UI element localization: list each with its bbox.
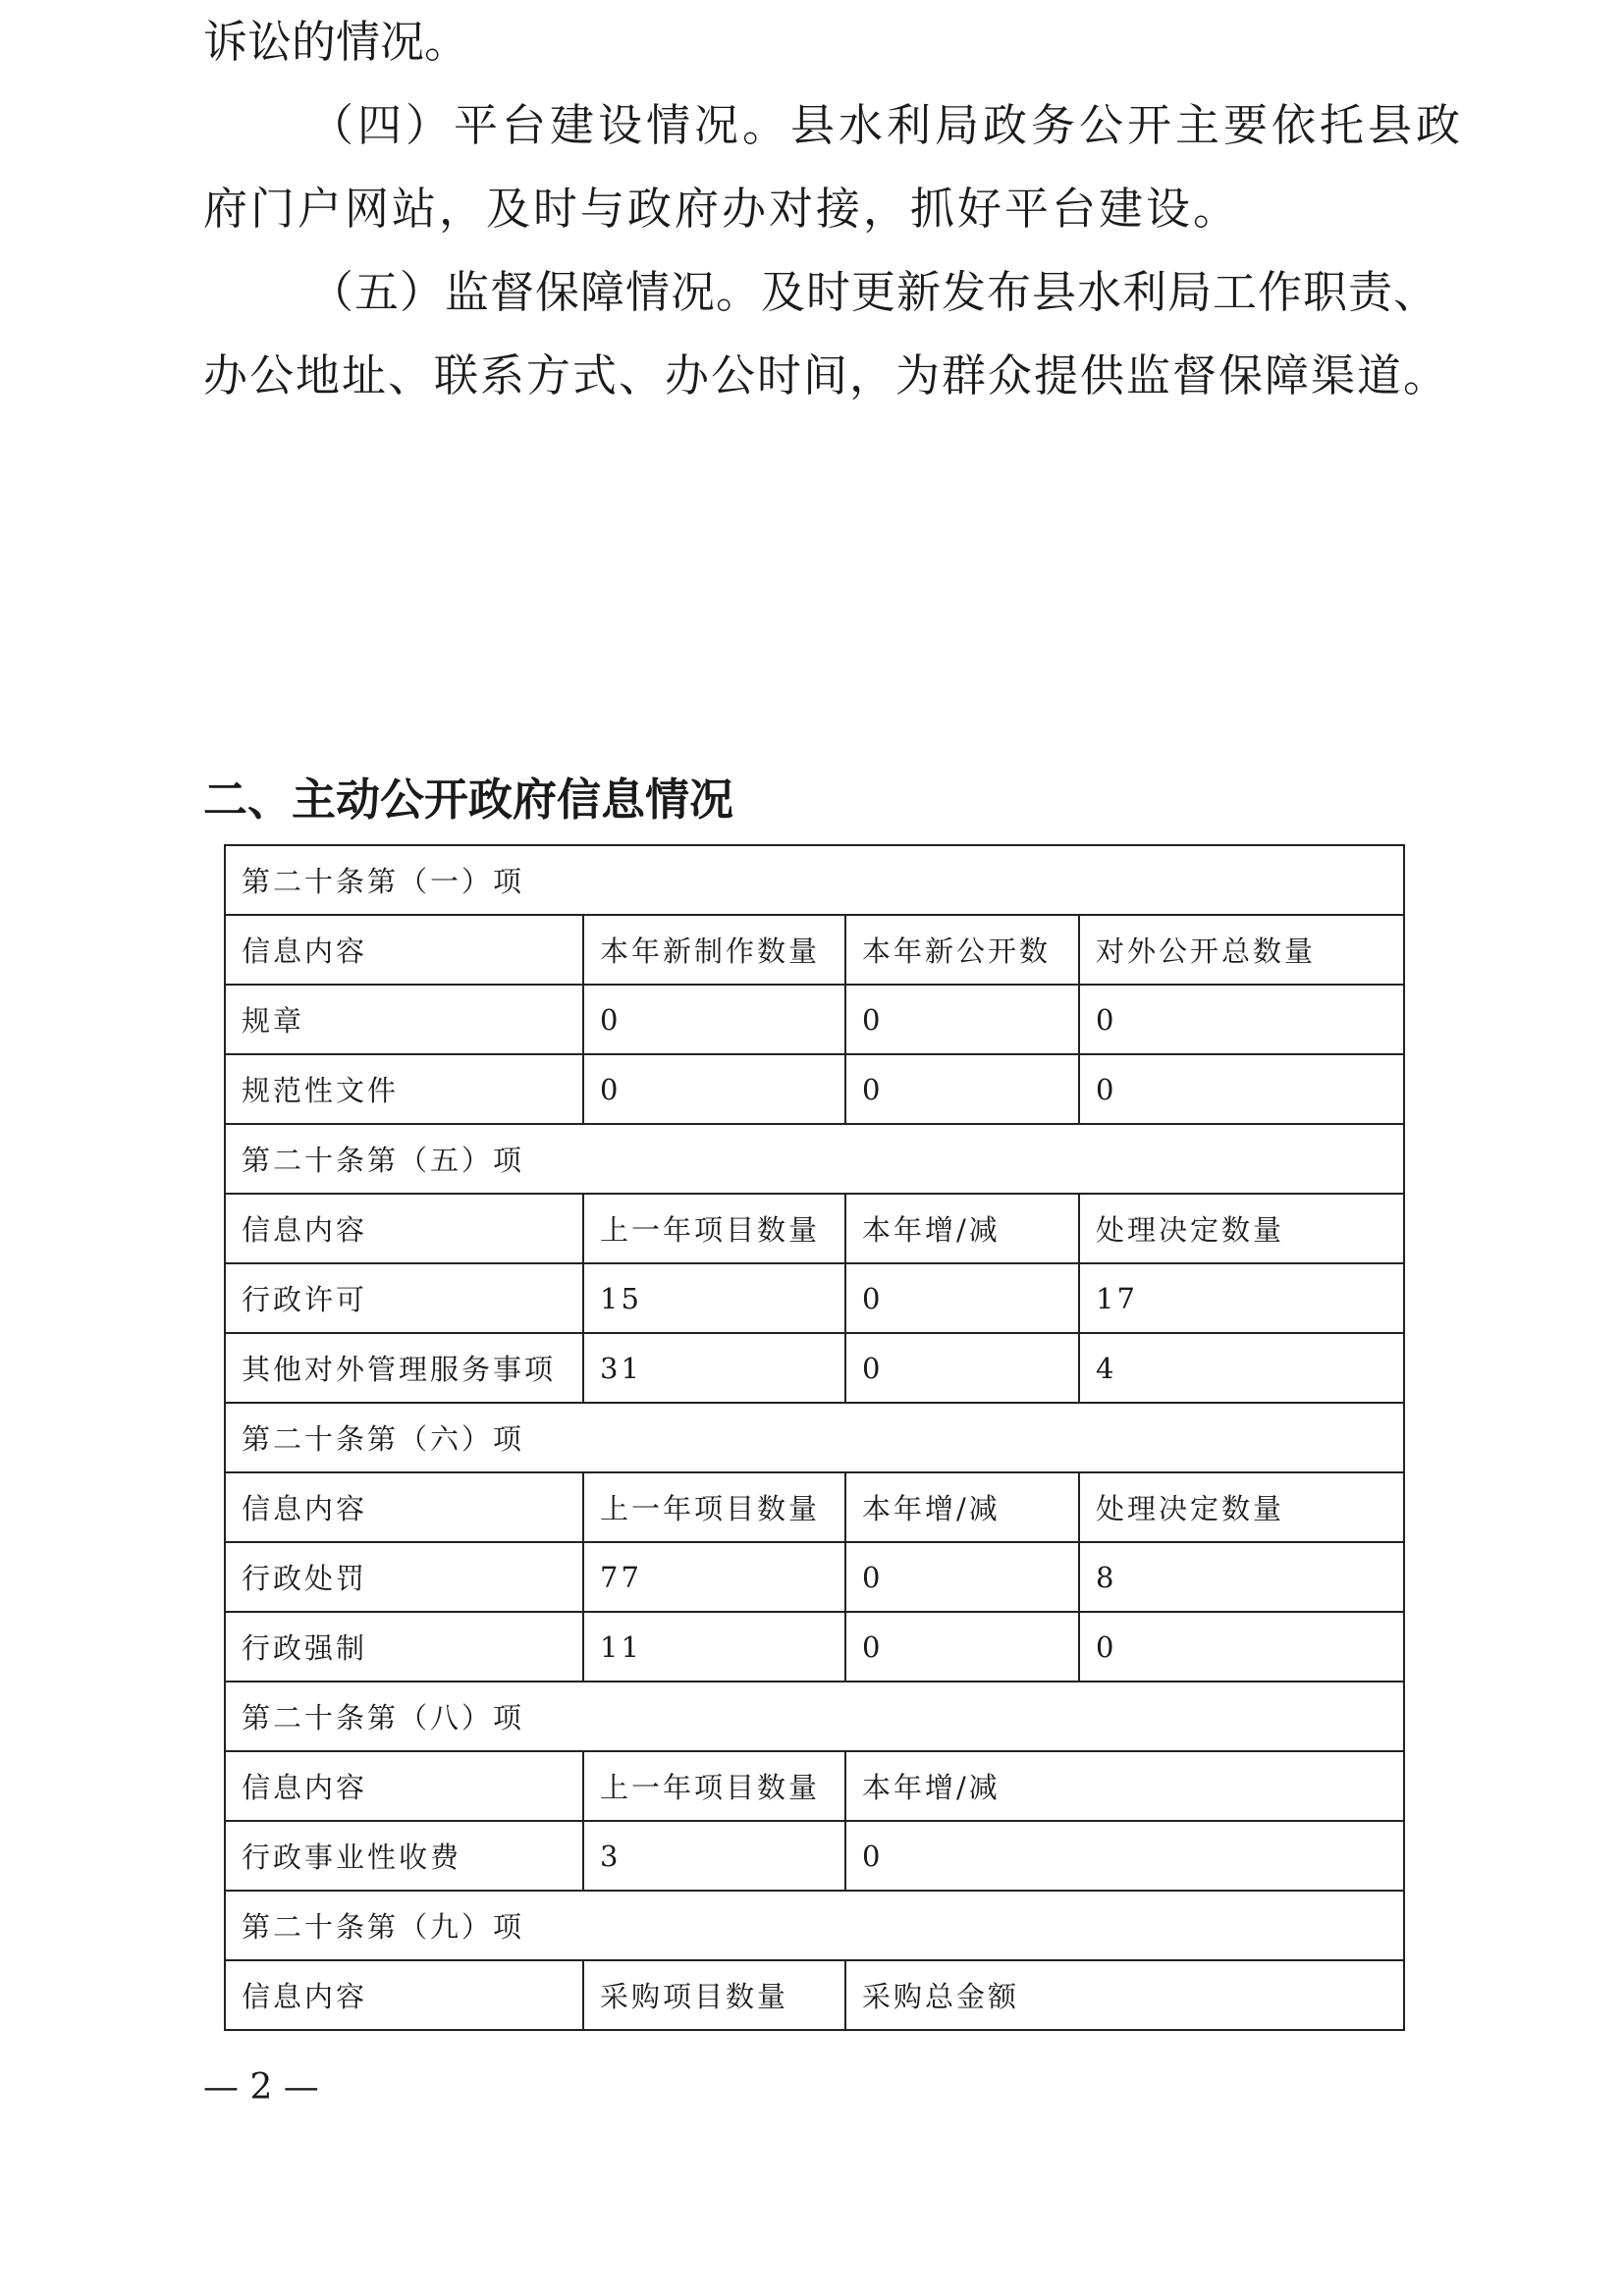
- table-cell: 0: [1079, 1612, 1404, 1682]
- paragraph-platform-line-2: 府门户网站，及时与政府办对接，抓好平台建设。: [203, 183, 1241, 235]
- table-cell: 0: [845, 1821, 1404, 1891]
- table-cell: 31: [583, 1333, 845, 1403]
- header-cell: 信息内容: [225, 1194, 583, 1263]
- table-cell: 11: [583, 1612, 845, 1682]
- table-cell: 规章: [225, 985, 583, 1054]
- table-section-title-row: [225, 1682, 1404, 1751]
- table-cell: 0: [1079, 1054, 1404, 1124]
- header-cell: 上一年项目数量: [583, 1194, 845, 1263]
- table-header-row: [225, 1472, 1404, 1542]
- section-title-cell: 第二十条第（八）项: [225, 1682, 1404, 1751]
- header-cell: 上一年项目数量: [583, 1472, 845, 1542]
- paragraph-platform-line-1: （四）平台建设情况。县水利局政务公开主要依托县政: [309, 99, 1465, 151]
- paragraph-supervision-line-1: （五）监督保障情况。及时更新发布县水利局工作职责、: [309, 266, 1439, 318]
- section-title-cell: 第二十条第（五）项: [225, 1124, 1404, 1194]
- table-section-title-row: [225, 1891, 1404, 1960]
- table-cell: 规范性文件: [225, 1054, 583, 1124]
- table-cell: 0: [583, 985, 845, 1054]
- table-header-row: [225, 1194, 1404, 1263]
- section-title-cell: 第二十条第（六）项: [225, 1403, 1404, 1472]
- table-cell: 4: [1079, 1333, 1404, 1403]
- table-row: [225, 1263, 1404, 1333]
- table-row: [225, 1821, 1404, 1891]
- table-row: [225, 1054, 1404, 1124]
- header-cell: 处理决定数量: [1079, 1472, 1404, 1542]
- page-number: — 2 —: [203, 2067, 319, 2108]
- header-cell: 本年增/减: [845, 1472, 1079, 1542]
- table-cell: 3: [583, 1821, 845, 1891]
- table-row: [225, 1333, 1404, 1403]
- table-cell: 0: [845, 1263, 1079, 1333]
- table-cell: 77: [583, 1542, 845, 1612]
- table-section-title-row: [225, 1124, 1404, 1194]
- header-cell: 对外公开总数量: [1079, 915, 1404, 985]
- table-row: [225, 1542, 1404, 1612]
- body-text: [203, 0, 1465, 417]
- info-disclosure-table: [224, 844, 1405, 2031]
- section-heading: 二、主动公开政府信息情况: [203, 774, 734, 826]
- table-cell: 8: [1079, 1542, 1404, 1612]
- table-cell: 行政许可: [225, 1263, 583, 1333]
- table-cell: 其他对外管理服务事项: [225, 1333, 583, 1403]
- table-section-title-row: [225, 845, 1404, 915]
- table-cell: 0: [845, 985, 1079, 1054]
- table-cell: 行政事业性收费: [225, 1821, 583, 1891]
- table-header-row: [225, 915, 1404, 985]
- section-title-cell: 第二十条第（九）项: [225, 1891, 1404, 1960]
- header-cell: 本年增/减: [845, 1751, 1404, 1821]
- table-cell: 17: [1079, 1263, 1404, 1333]
- header-cell: 处理决定数量: [1079, 1194, 1404, 1263]
- header-cell: 信息内容: [225, 1751, 583, 1821]
- header-cell: 信息内容: [225, 915, 583, 985]
- table-header-row: [225, 1960, 1404, 2030]
- table-header-row: [225, 1751, 1404, 1821]
- table-cell: 0: [583, 1054, 845, 1124]
- section-title-cell: 第二十条第（一）项: [225, 845, 1404, 915]
- paragraph-supervision-line-2: 办公地址、联系方式、办公时间，为群众提供监督保障渠道。: [203, 349, 1450, 401]
- header-cell: 信息内容: [225, 1960, 583, 2030]
- table-section-title-row: [225, 1403, 1404, 1472]
- header-cell: 本年增/减: [845, 1194, 1079, 1263]
- table-cell: 0: [1079, 985, 1404, 1054]
- header-cell: 本年新制作数量: [583, 915, 845, 985]
- table-cell: 0: [845, 1542, 1079, 1612]
- table-row: [225, 1612, 1404, 1682]
- header-cell: 上一年项目数量: [583, 1751, 845, 1821]
- table-cell: 0: [845, 1612, 1079, 1682]
- header-cell: 信息内容: [225, 1472, 583, 1542]
- table-cell: 行政处罚: [225, 1542, 583, 1612]
- paragraph-continuation: 诉讼的情况。: [203, 16, 469, 68]
- table-cell: 0: [845, 1333, 1079, 1403]
- header-cell: 采购总金额: [845, 1960, 1404, 2030]
- header-cell: 本年新公开数: [845, 915, 1079, 985]
- table-cell: 0: [845, 1054, 1079, 1124]
- table-cell: 15: [583, 1263, 845, 1333]
- table-row: [225, 985, 1404, 1054]
- header-cell: 采购项目数量: [583, 1960, 845, 2030]
- table-cell: 行政强制: [225, 1612, 583, 1682]
